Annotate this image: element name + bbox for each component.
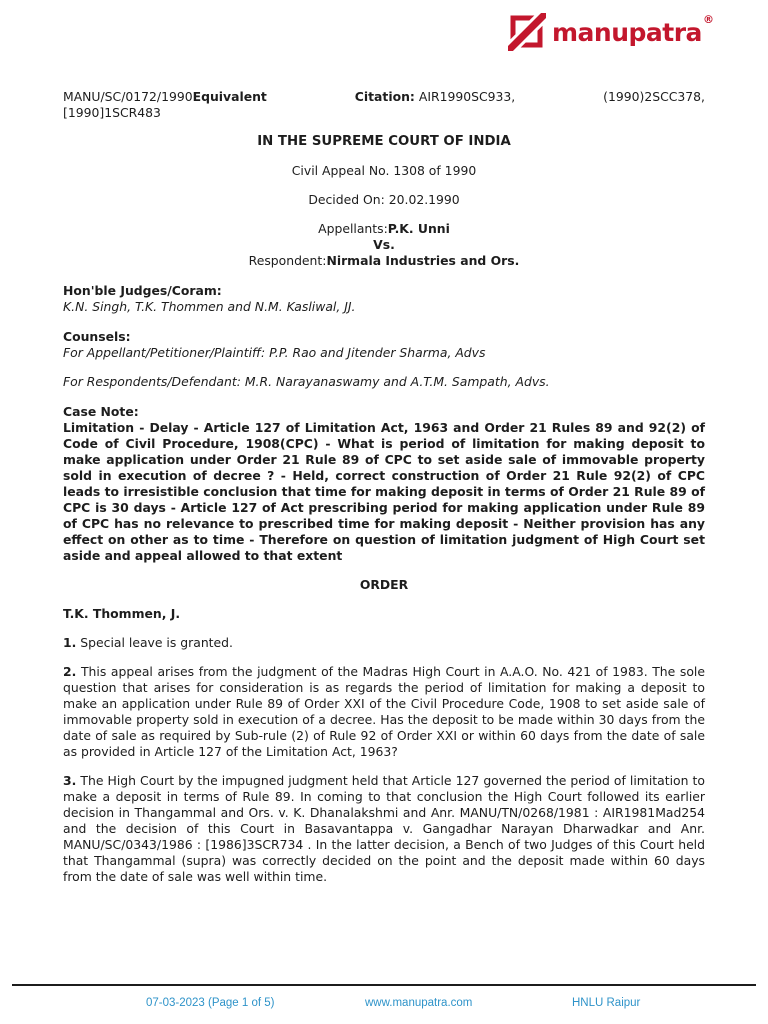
citation-air: AIR1990SC933, <box>418 89 516 104</box>
appellants-line <box>63 221 705 237</box>
case-number: Civil Appeal No. 1308 of 1990 <box>291 163 477 178</box>
citation-scr: [1990]1SCR483 <box>63 105 161 120</box>
respondent-line <box>63 253 705 269</box>
judgment-paragraph-1 <box>63 635 705 651</box>
case-note-block <box>63 404 705 564</box>
order-heading: ORDER <box>359 577 409 592</box>
registered-mark-icon: ® <box>702 13 714 26</box>
citation-label-segment <box>355 89 515 105</box>
respondent-label: Respondent: <box>248 253 327 268</box>
decided-on: Decided On: 20.02.1990 <box>308 192 460 207</box>
para-number: 3. <box>63 773 77 788</box>
parties-block <box>63 221 705 269</box>
judges-block <box>63 283 705 315</box>
citation-line <box>63 89 705 105</box>
case-note-text: Limitation - Delay - Article 127 of Limitation Act, 1963 and Order 21 Rules 89 and 92(2) of Code of Civil Procedure, 1908(CPC) - What is period of limitation for making deposit to make application under Order 21 Rule 89 of CPC to set aside sale of immovable property sold in execution of decree ? - Held, correct construction of Order 21 Rule 92(2) of CPC leads to irresistible conclusion that time for making deposit in terms of Order 21 Rule 89 of CPC is 30 days - Article 127 of Act prescribing period for making application under Rule 89 of CPC has no relevance to prescribed time for making deposit - Neither provision has any effect on other as to time - Therefore on question of limitation judgment of High Court set aside and appeal allowed to that extent <box>63 420 705 563</box>
brand-name: manupatra <box>552 17 702 47</box>
para-text: Special leave is granted. <box>80 635 233 650</box>
appellants-name: P.K. Unni <box>387 221 450 236</box>
para-number: 2. <box>63 664 77 679</box>
counsels-heading: Counsels: <box>63 329 131 344</box>
para-number: 1. <box>63 635 77 650</box>
footer-divider <box>12 984 756 986</box>
versus-label: Vs. <box>373 237 395 252</box>
para-text: The High Court by the impugned judgment held that Article 127 governed the period of limitation to make a deposit in terms of Rule 89. In coming to that conclusion the High Court followed its earlier decision in Thangammal and Ors. v. K. Dhanalakshmi and Anr. MANU/TN/0268/1981 : AIR1981Mad254 and the decision of this Court in Basavantappa v. Gangadhar Narayan Dharwadkar and Anr. MANU/SC/0343/1986 : [1986]3SCR734 . In the latter decision, a Bench of two Judges of this Court held that Thangammal (supra) was correctly decided on the point and the deposit made within 60 days from the date of sale was well within time. <box>63 773 705 884</box>
case-note-heading: Case Note: <box>63 404 139 419</box>
citation-label: Citation: <box>354 89 415 104</box>
judgment-paragraph-3 <box>63 773 705 885</box>
appellants-label: Appellants: <box>318 221 388 236</box>
para-text: This appeal arises from the judgment of the Madras High Court in A.A.O. No. 421 of 1983. The sole question that arises for consideration is as regards the period of limitation for making a deposit to make an application under Rule 89 of Order XXI of the Civil Procedure Code, 1908 to set aside sale of immovable property sold in execution of a decree. Has the deposit to be made within 30 days from the date of sale as required by Sub-rule (2) of Rule 92 of Order XXI or within 60 days from the date of sale as provided in Article 127 of the Limitation Act, 1963? <box>63 664 705 759</box>
document-content <box>63 0 705 885</box>
judges-names: K.N. Singh, T.K. Thommen and N.M. Kasliwal, JJ. <box>63 299 356 314</box>
counsel-respondent: For Respondents/Defendant: M.R. Narayanaswamy and A.T.M. Sampath, Advs. <box>63 374 550 389</box>
equivalent-label: Equivalent <box>192 89 267 104</box>
respondent-name: Nirmala Industries and Ors. <box>326 253 520 268</box>
footer-website-link[interactable]: www.manupatra.com <box>365 997 473 1009</box>
judgment-author: T.K. Thommen, J. <box>63 606 181 621</box>
citation-scc: (1990)2SCC378, <box>603 89 705 104</box>
court-title: IN THE SUPREME COURT OF INDIA <box>257 134 511 149</box>
counsels-block <box>63 329 705 390</box>
citation-block <box>63 89 705 121</box>
manu-number-segment <box>63 89 267 105</box>
judges-heading: Hon'ble Judges/Coram: <box>63 283 222 298</box>
judgment-paragraph-2 <box>63 664 705 760</box>
footer-date-page: 07-03-2023 (Page 1 of 5) <box>146 997 275 1009</box>
footer-institution: HNLU Raipur <box>572 997 641 1009</box>
manu-number: MANU/SC/0172/1990 <box>63 89 193 104</box>
counsel-appellant: For Appellant/Petitioner/Plaintiff: P.P. Rao and Jitender Sharma, Advs <box>63 345 486 360</box>
